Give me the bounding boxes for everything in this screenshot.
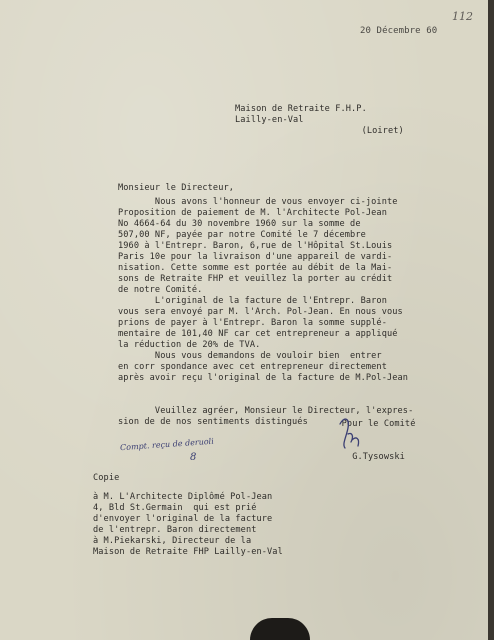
closing-formula: Veuillez agréer, Monsieur le Directeur, l'expres- sion de de nos sentiments distingués — [118, 406, 414, 427]
letter-body: Nous avons l'honneur de vous envoyer ci-jointe Proposition de paiement de M. l'Architecte Pol-Jean No 4664-64 du 30 novembre 1960 sur la somme de 507,00 NF, payée par notre Comité le 7 décembre 1960 à l'Entrepr. Baron, 6,rue de l'Hôpital St.Louis Paris 10e pour la livraison d'une appareil de vardi- nisation. Cette somme est portée au débit de la Mai- sons de Retraite FHP et veuillez la porter au crédit de notre Comité. L'original de la facture de l'Entrepr. Baron vous sera envoyé par M. l'Arch. Pol-Jean. En nous vous prions de payer à l'Entrepr. Baron la somme supplé- mentaire de 101,40 NF car cet entrepreneur a appliqué la réduction de 20% de TVA. Nous vous demandons de vouloir bien entrer en corr spondance avec cet entrepreneur directement après avoir reçu l'original de la facture de M.Pol-Jean — [118, 197, 409, 383]
recipient-address: Maison de Retraite F.H.P. Lailly-en-Val (Loiret) — [235, 104, 404, 136]
salutation: Monsieur le Directeur, — [118, 183, 235, 193]
page-edge — [488, 0, 494, 640]
handwritten-mark: 8 — [190, 452, 197, 463]
copy-recipients: à M. L'Architecte Diplômé Pol-Jean 4, Bld St.Germain qui est prié d'envoyer l'original de la facture de l'entrepr. Baron directement à M.Piekarski, Directeur de la Maison de Retraite FHP Lailly-en-Val — [93, 492, 283, 557]
copy-label: Copie — [93, 473, 120, 483]
handwritten-signature — [336, 414, 366, 460]
letter-date: 20 Décembre 60 — [360, 26, 438, 36]
signature-block: Pour le Comité G.Tysowski — [341, 419, 416, 462]
handwritten-annotation: Compt. reçu de deruoli — [119, 436, 215, 453]
scan-shadow — [250, 618, 310, 640]
page-number: 112 — [452, 10, 473, 23]
